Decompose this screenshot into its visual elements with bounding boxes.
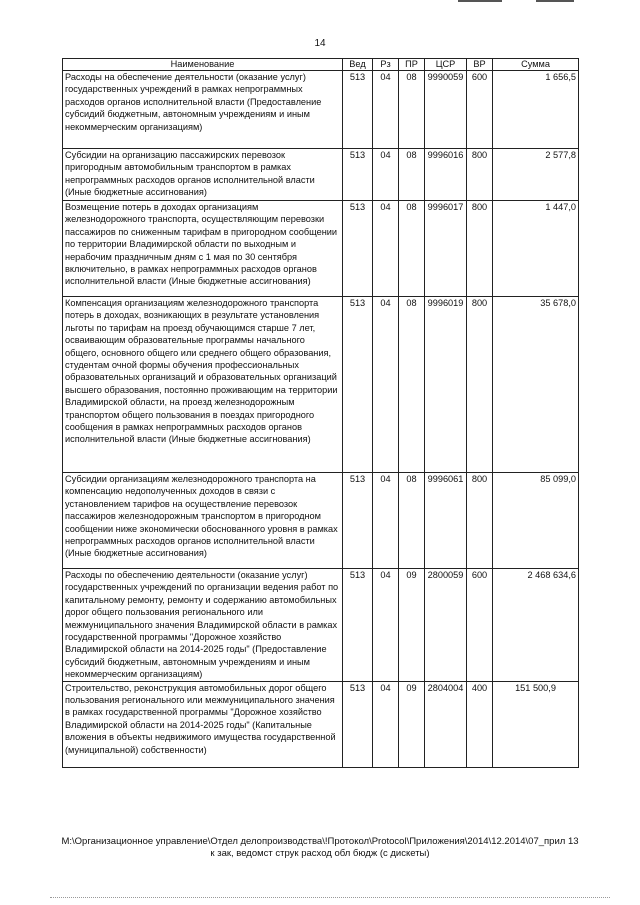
row-pr: 09 [399,681,425,767]
row-csr: 2804004 [425,681,467,767]
row-sum: 85 099,0 [493,473,579,569]
row-ved: 513 [343,569,373,682]
row-vr: 400 [467,681,493,767]
table-header-row [63,59,579,71]
row-rz: 04 [373,681,399,767]
row-pr: 08 [399,473,425,569]
row-ved: 513 [343,149,373,201]
row-csr: 9996061 [425,473,467,569]
header-sum: Сумма [493,59,579,71]
scan-bottom-line [50,897,610,898]
file-path-footer [0,836,640,860]
header-rz: Рз [373,59,399,71]
row-csr: 2800059 [425,569,467,682]
row-rz: 04 [373,71,399,149]
row-vr: 800 [467,201,493,297]
row-csr: 9996017 [425,201,467,297]
row-pr: 09 [399,569,425,682]
table-row [63,201,579,297]
header-name: Наименование [63,59,343,71]
row-csr: 9990059 [425,71,467,149]
table-row [63,297,579,473]
row-rz: 04 [373,149,399,201]
scan-edge-mark [536,0,574,2]
table-row [63,149,579,201]
row-sum: 1 447,0 [493,201,579,297]
footer-description-line: к зак, ведомст струк расход обл бюдж (с дискеты) [210,848,430,859]
table-row [63,681,579,767]
row-sum: 1 656,5 [493,71,579,149]
row-rz: 04 [373,297,399,473]
row-sum: 2 577,8 [493,149,579,201]
row-name: Строительство, реконструкция автомобильных дорог общего пользования регионального или межмуниципального значения в рамках государственной программы "Дорожное хозяйство Владимирской области на 2014-2025 годы" (Капитальные вложения в объекты недвижимого имущества государственной (муниципальной) собственности) [63,681,343,767]
header-vr: ВР [467,59,493,71]
table-row [63,569,579,682]
row-pr: 08 [399,149,425,201]
row-csr: 9996016 [425,149,467,201]
row-sum: 2 468 634,6 [493,569,579,682]
row-name: Субсидии на организацию пассажирских перевозок пригородным автомобильным транспортом в рамках непрограммных расходов органов исполнительной власти (Иные бюджетные ассигнования) [63,149,343,201]
row-ved: 513 [343,473,373,569]
row-name: Субсидии организациям железнодорожного транспорта на компенсацию недополученных доходов в связи с установлением тарифов на осуществление перевозок пассажиров железнодорожным транспортом в пригородном сообщении ниже экономически обоснованного уровня в рамках непрограммных расходов органов исполнительной власти (Иные бюджетные ассигнования) [63,473,343,569]
row-ved: 513 [343,201,373,297]
header-csr: ЦСР [425,59,467,71]
row-name: Расходы на обеспечение деятельности (оказание услуг) государственных учреждений в рамках непрограммных расходов органов исполнительной власти (Предоставление субсидий бюджетным, автономным учреждениям и иным некоммерческим организациям) [63,71,343,149]
row-vr: 600 [467,71,493,149]
row-csr: 9996019 [425,297,467,473]
row-pr: 08 [399,71,425,149]
row-vr: 800 [467,473,493,569]
row-name: Расходы по обеспечению деятельности (оказание услуг) государственных учреждений по организации ведения работ по капитальному ремонту, ремонту и содержанию автомобильных дорог общего пользования регионального или межмуниципального значения Владимирской области в рамках государственной программы "Дорожное хозяйство Владимирской области на 2014-2025 годы" (Предоставление субсидий бюджетным, автономным учреждениям и иным некоммерческим организациям) [63,569,343,682]
row-ved: 513 [343,297,373,473]
row-rz: 04 [373,201,399,297]
row-vr: 800 [467,149,493,201]
row-rz: 04 [373,473,399,569]
table-row [63,473,579,569]
row-vr: 800 [467,297,493,473]
row-vr: 600 [467,569,493,682]
scan-edge-mark [458,0,502,2]
row-ved: 513 [343,71,373,149]
row-pr: 08 [399,297,425,473]
row-rz: 04 [373,569,399,682]
row-pr: 08 [399,201,425,297]
row-sum: 35 678,0 [493,297,579,473]
header-ved: Вед [343,59,373,71]
row-ved: 513 [343,681,373,767]
footer-path-line: М:\Организационное управление\Отдел делопроизводства\!Протокол\Protocol\Приложения\2014\12.2014\07_прил 13 [61,836,579,847]
budget-table [62,58,579,768]
row-name: Возмещение потерь в доходах организациям железнодорожного транспорта, осуществляющим перевозки пассажиров по сниженным тарифам в пригородном сообщении по территории Владимирской области по выходным и нерабочим праздничным дням с 1 мая по 30 сентября включительно, в рамках непрограммных расходов органов исполнительной власти (Иные бюджетные ассигнования) [63,201,343,297]
table-row [63,71,579,149]
row-sum: 151 500,9 [493,681,579,767]
page-number: 14 [314,38,326,49]
row-name: Компенсация организациям железнодорожного транспорта потерь в доходах, возникающих в результате установления льготы по тарифам на проезд обучающимся старше 7 лет, осваивающим образовательные программы начального общего, основного общего или среднего общего образования, студентам очной формы обучения профессиональных образовательных организаций и образовательных организаций высшего образования, постоянно проживающим на территории Владимирской области, на проезд железнодорожным транспортом общего пользования в поездах пригородного сообщения в рамках непрограммных расходов органов исполнительной власти (Иные бюджетные ассигнования) [63,297,343,473]
header-pr: ПР [399,59,425,71]
